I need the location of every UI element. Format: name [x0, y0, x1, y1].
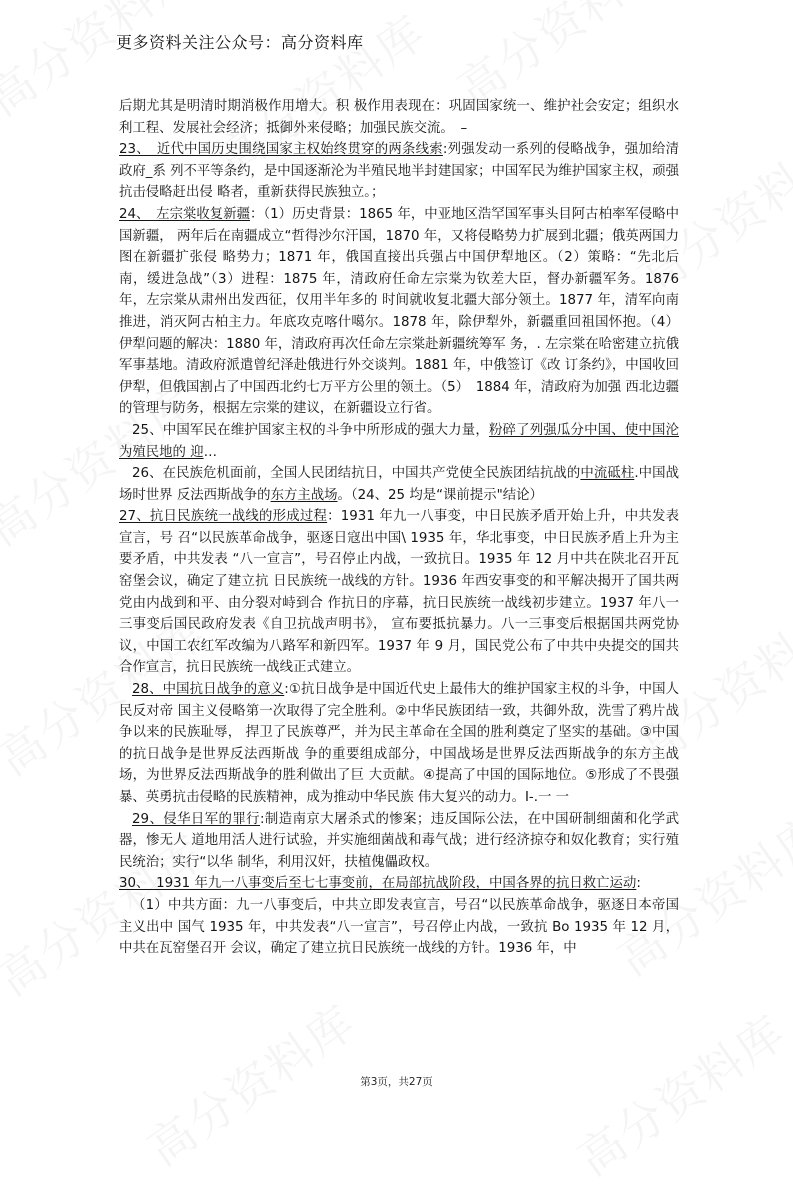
underlined-heading: 30、 1931 年九一八事变后至七七事变前，在局部抗战阶段，中国各界的抗日救亡运动: [119, 876, 637, 892]
paragraph-p26: [119, 463, 679, 506]
underlined-heading: 27、抗日民族统一战线的形成过程: [119, 509, 328, 525]
paragraph-p30: [119, 873, 679, 895]
underlined-heading: 东方主战场: [270, 487, 338, 503]
paragraph-p25: [119, 420, 679, 463]
underlined-heading: 24、 左宗棠收复新疆: [119, 206, 251, 222]
paragraph-text: :制造南京大屠杀式的惨案；违反国际公法，在中国研制细菌和化学武器，惨无人 道地用活人进行试验，并实施细菌战和毒气战；进行经济掠夺和奴化教育；实行殖民统治；实行“以华 制华，利用汉奸，扶植傀儡政权。: [119, 811, 679, 870]
page-number: 第3页，共27页: [360, 1076, 433, 1088]
document-body: [119, 96, 679, 960]
paragraph-p27: [119, 506, 679, 679]
paragraph-p30a: [119, 895, 679, 960]
paragraph-text: :: [636, 876, 641, 892]
watermark: [563, 997, 793, 1189]
paragraph-text: .中国战场时世界 反法西斯战争的: [119, 466, 679, 503]
paragraph-text: 26、在民族危机面前，全国人民团结抗日，中国共产党使全民族团结抗战的: [132, 466, 581, 482]
paragraph-text: ：1931 年九一八事变，中日民族矛盾开始上升，中共发表宣言，号 召“以民族革命战争，驱逐日寇出中国\ 1935 年，华北事变，中日民族矛盾上升为主要矛盾，中共发表 “八一宣言”，号召停止内战，一致抗日。1935 年 12 月中共在陕北召开瓦窑堡会议，确定了建立抗 日民族统一战线的方针。1936 年西安事变的和平解决揭开了国共两党由内战到和平、由分裂对峙到合 作抗日的序幕，抗日民族统一战线初步建立。1937 年八一三事变后国民政府发表《自卫抗战声明书》， 宣布要抵抗暴力。八一三事变后根据国共两党协议，中国工农红军改编为八路军和新四军。1937 年 9 月，国民党公布了中共中央提交的国共合作宣言，抗日民族统一战线正式建立。: [119, 509, 679, 676]
paragraph-text: 。（24、25 均是“课前提示"结论）: [337, 487, 543, 503]
paragraph-text: :①抗日战争是中国近代史上最伟大的维护国家主权的斗争，中国人民反对帝 国主义侵略第一次取得了完全胜利。②中华民族团结一致，共御外敌，洗雪了鸦片战争以来的民族耻辱， 捍卫了民族尊严，并为民主革命在全国的胜利奠定了坚实的基础。③中国的抗日战争是世界反法西斯战 争的重要组成部分，中国战场是世界反法西斯战争的东方主战场，为世界反法西斯战争的胜利做出了巨 大贡献。④提高了中国的国际地位。⑤形成了不畏强暴、英勇抗击侵略的民族精神，成为推动中华民族 伟大复兴的动力。I-.一 一: [119, 682, 680, 805]
underlined-heading: 29、侵华日军的罪行: [132, 811, 260, 827]
paragraph-p24: [119, 204, 679, 420]
page-header: 更多资料关注公众号：高分资料库: [116, 33, 364, 52]
paragraph-text: （1）中共方面：九一八事变后，中共立即发表宣言，号召“以民族革命战争，驱逐日本帝国主义出中 国气 1935 年，中共发表“八一宣言”，号召停止内战，一致抗 Bo 1935 年 12 月，中共在瓦窑堡召开 会议，确定了建立抗日民族统一战线的方针。1936 年，中: [119, 897, 679, 957]
underlined-heading: 粉碎了列强瓜分中国、使中国沦为殖民地的 迎: [119, 422, 679, 460]
paragraph-text: :列强发动一系列的侵略战争，强加给清政府_系 列不平等条约，是中国逐渐沦为半殖民地半封建国家；中国军民为维护国家主权，顽强抗击侵略赶出侵 略者，重新获得民族独立。；: [119, 142, 680, 201]
paragraph-text: ：（1）历史背景：1865 年，中亚地区浩罕国军事头目阿古柏率军侵略中国新疆， 两年后在南疆成立“哲得沙尔汗国，1870 年，又将侵略势力扩展到北疆；俄英两国力图在新疆扩张侵 略势力；1871 年，俄国直接出兵强占中国伊犁地区。（2）策略：“先北后南，缓进急战”（3）进程：1875 年，清政府任命左宗棠为钦差大臣，督办新疆军务。1876 年，左宗棠从肃州出发西征，仅用半年多的 时间就收复北疆大部分领土。1877 年，清军向南推进，消灭阿古柏主力。年底攻克喀什噶尔。1878 年，除伊犁外，新疆重回祖国怀抱。（4）伊犁问题的解决：1880 年，清政府再次任命左宗棠赴新疆统筹军 务，. 左宗棠在哈密建立抗俄军事基地。清政府派遣曾纪泽赴俄进行外交谈判。1881 年，中俄签订《改 订条约》，中国收回伊犁，但俄国割占了中国西北约七万平方公里的领土。（5） 1884 年，清政府为加强 西北边疆的管理与防务，根据左宗棠的建议，在新疆设立行省。: [119, 206, 680, 417]
underlined-heading: 23、 近代中国历史围绕国家主权始终贯穿的两条线索: [119, 142, 443, 158]
paragraph-p28: [119, 679, 679, 809]
paragraph-p23: [119, 139, 679, 204]
paragraph-text: …: [203, 444, 217, 460]
underlined-heading: 中流砥柱: [580, 466, 635, 482]
paragraph-p0: [119, 96, 679, 139]
paragraph-p29: [119, 809, 679, 874]
underlined-heading: 28、中国抗日战争的意义: [132, 682, 285, 698]
paragraph-text: 25、中国军民在维护国家主权的斗争中所形成的强大力量，: [132, 422, 489, 438]
paragraph-text: 后期尤其是明清时期消极作用增大。积 极作用表现在：巩固国家统一、维护社会安定；组织水利工程、发展社会经济；抵御外来侵略；加强民族交流。 –: [119, 99, 679, 136]
